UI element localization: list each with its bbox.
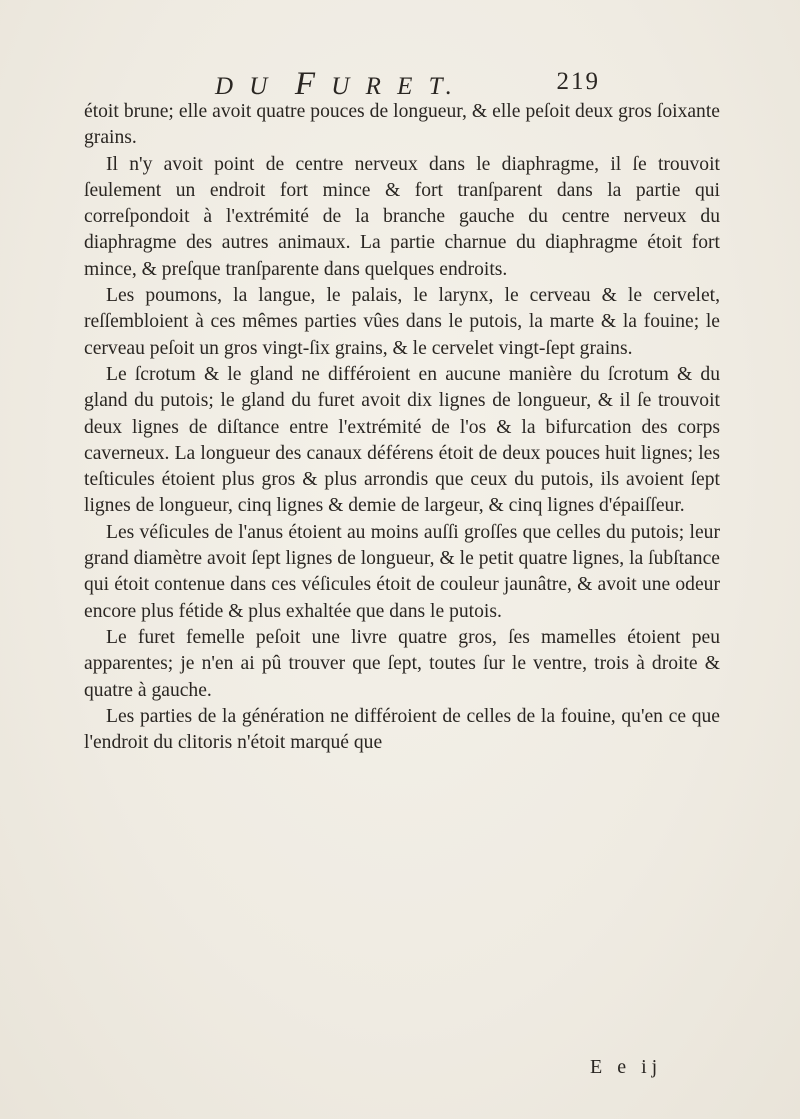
running-title-rest: U R E T. [331, 73, 457, 100]
paragraph: Les parties de la génération ne différoient de celles de la fouine, qu'en ce que l'endroit du clitoris n'étoit marqué que [84, 705, 720, 754]
running-title-first: D U [215, 73, 273, 100]
running-head [215, 66, 600, 102]
paragraph: Il n'y avoit point de centre nerveux dans le diaphragme, il ſe trouvoit ſeulement un endroit fort mince & fort tranſparent dans la partie qui correſpondoit à l'extrémité de la branche gauche du centre nerveux du diaphragme des autres animaux. La partie charnue du diaphragme étoit fort mince, & preſque tranſparente dans quelques endroits. [84, 153, 720, 280]
page-number: 219 [556, 68, 600, 95]
body-text [84, 99, 720, 756]
paragraph: Les véſicules de l'anus étoient au moins auſſi groſſes que celles du putois; leur grand diamètre avoit ſept lignes de longueur, & le petit quatre lignes, la ſubſtance qui étoit contenue dans ces véſicules étoit de couleur jaunâtre, & avoit une odeur encore plus fétide & plus exhaltée que dans le putois. [84, 521, 720, 622]
running-title-initial: F [294, 66, 321, 102]
paragraph: Le ſcrotum & le gland ne différoient en aucune manière du ſcrotum & du gland du putois; le gland du furet avoit dix lignes de longueur, & il ſe trouvoit deux lignes de diſtance entre l'extrémité de l'os & la bifurcation des corps caverneux. La longueur des canaux déférens étoit de deux pouces huit lignes; les teſticules étoient plus gros & plus arrondis que ceux du putois, ils avoient ſept lignes de longueur, cinq lignes & demie de largeur, & cinq lignes d'épaiſſeur. [84, 363, 720, 517]
running-title [215, 66, 457, 103]
signature-mark: E e ij [590, 1056, 663, 1078]
paragraph: Les poumons, la langue, le palais, le larynx, le cerveau & le cervelet, reſſembloient à ces mêmes parties vûes dans le putois, la marte & la fouine; le cerveau peſoit un gros vingt-ſix grains, & le cervelet vingt-ſept grains. [84, 285, 720, 359]
paragraph: étoit brune; elle avoit quatre pouces de longueur, & elle peſoit deux gros ſoixante grains. [84, 101, 720, 149]
paragraph: Le furet femelle peſoit une livre quatre gros, ſes mamelles étoient peu apparentes; je n'en ai pû trouver que ſept, toutes ſur le ventre, trois à droite & quatre à gauche. [84, 626, 720, 701]
